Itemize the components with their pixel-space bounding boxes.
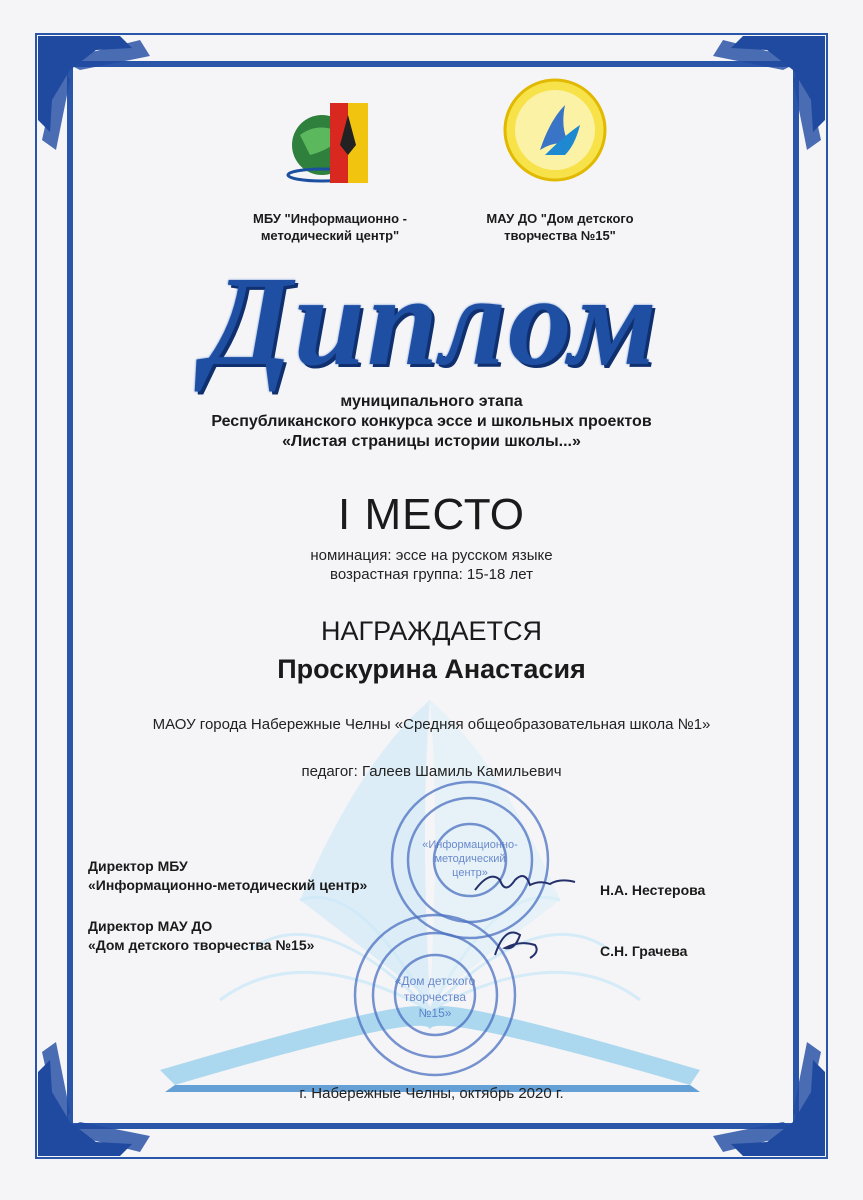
nomination: номинация: эссе на русском языке	[310, 547, 553, 564]
org-caption-left-line1: МБУ "Информационно -	[252, 211, 407, 226]
org-caption-right-line1: МАУ ДО "Дом детского	[486, 211, 634, 226]
signature-block-1	[88, 857, 448, 895]
svg-text:«Информационно-: «Информационно-	[422, 839, 518, 851]
subtitle-line2: Республиканского конкурса эссе и школьных проектов	[211, 413, 652, 430]
school-line: МАОУ города Набережные Челны «Средняя общеобразовательная школа №1»	[152, 716, 711, 733]
org-caption-left-line2: методический центр"	[260, 228, 400, 243]
svg-text:центр»: центр»	[452, 867, 488, 879]
place-heading: I МЕСТО	[338, 490, 525, 539]
awarded-label: НАГРАЖДАЕТСЯ	[320, 616, 543, 646]
svg-text:методический: методический	[434, 853, 506, 865]
teacher-line: педагог: Галеев Шамиль Камильевич	[301, 763, 562, 780]
age-group: возрастная группа: 15-18 лет	[330, 566, 533, 583]
signature-2-org: «Дом детского творчества №15»	[88, 937, 315, 953]
signature-1-org: «Информационно-методический центр»	[88, 877, 368, 893]
diploma-title: Диплом	[204, 250, 659, 392]
diploma-subtitle	[120, 392, 743, 452]
mau-logo	[505, 80, 605, 180]
subtitle-line1: муниципального этапа	[340, 393, 523, 410]
svg-text:«Дом детского: «Дом детского	[394, 974, 476, 988]
signature-2-title: Директор МАУ ДО	[88, 918, 213, 934]
svg-text:творчества: творчества	[403, 990, 467, 1004]
recipient-name: Проскурина Анастасия	[277, 654, 586, 684]
signature-1-name: Н.А. Нестерова	[600, 882, 706, 898]
nomination-line	[200, 546, 663, 584]
signature-block-2	[88, 917, 448, 955]
org-caption-right-line2: творчества №15"	[504, 228, 616, 243]
footer-place-date: г. Набережные Челны, октябрь 2020 г.	[299, 1085, 564, 1102]
svg-text:№15»: №15»	[418, 1006, 452, 1020]
subtitle-line3: «Листая страницы истории школы...»	[282, 433, 581, 450]
org-caption-right	[460, 210, 660, 244]
signature-2-name: С.Н. Грачева	[600, 943, 688, 959]
signature-1-title: Директор МБУ	[88, 858, 188, 874]
org-caption-left	[230, 210, 430, 244]
